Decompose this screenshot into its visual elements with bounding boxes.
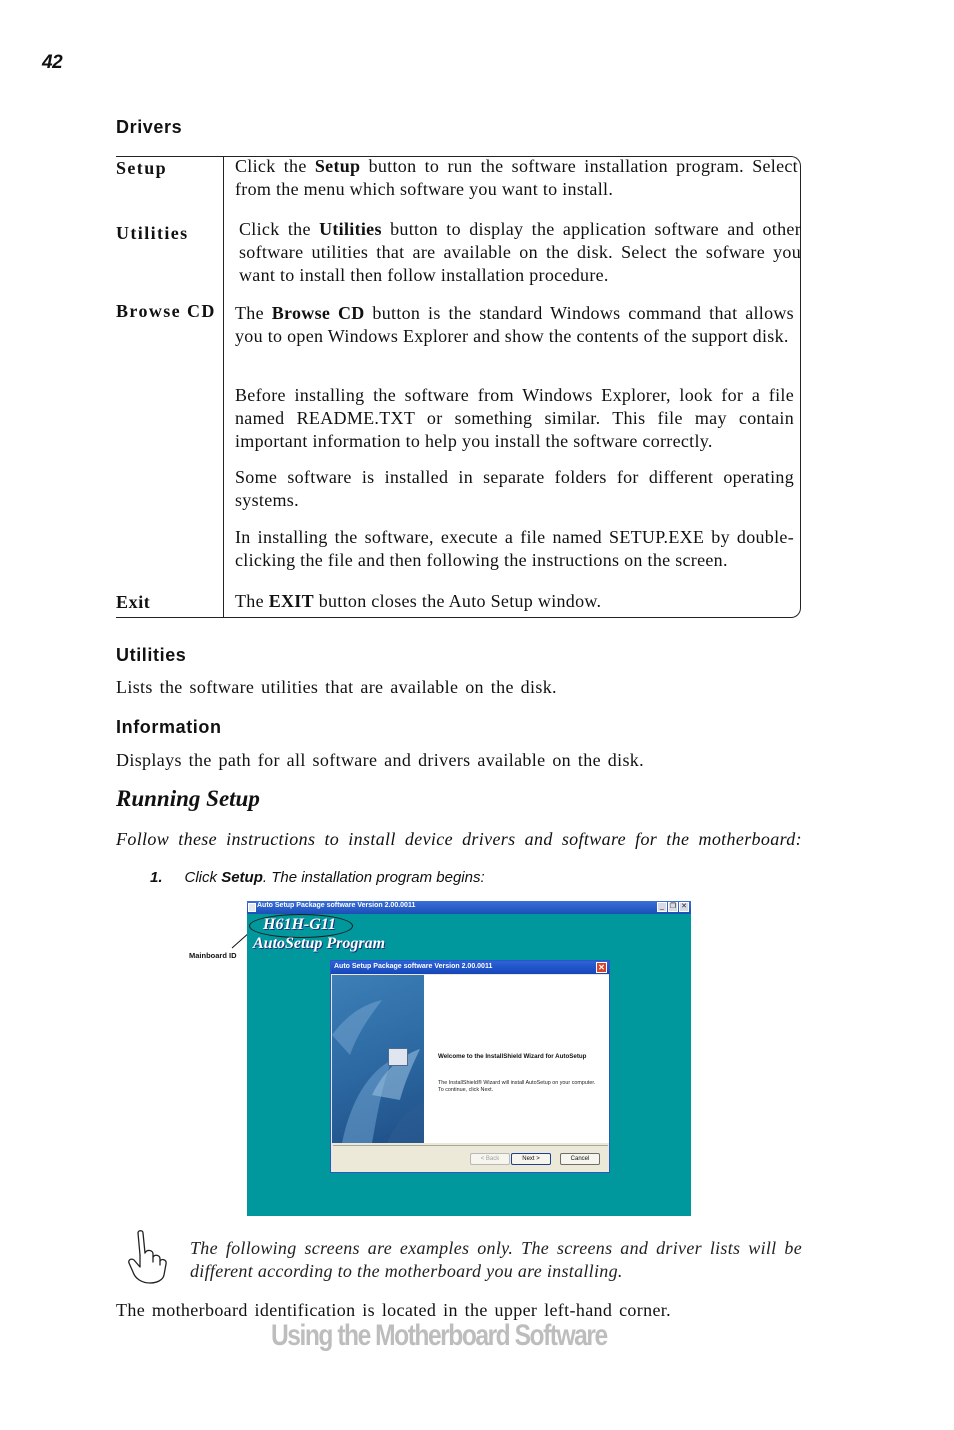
note-text: The following screens are examples only. The screens and driver lists will be different according to the motherboard you are installing.	[190, 1238, 802, 1281]
close-icon[interactable]: ✕	[679, 902, 689, 912]
dialog-close-icon[interactable]: ✕	[596, 962, 607, 973]
term-browse-cd: Browse CD	[116, 301, 216, 321]
information-text: Displays the path for all software and drivers available on the disk.	[116, 750, 645, 770]
mainboard-id-label: Mainboard ID	[189, 951, 237, 960]
utilities-heading: Utilities	[116, 645, 187, 665]
desc-setup-exe: In installing the software, execute a file named SETUP.EXE by double-clicking the file and then following the instructions on the screen.	[235, 527, 794, 570]
installshield-dialog	[330, 960, 610, 1173]
cancel-button[interactable]: Cancel	[560, 1153, 600, 1165]
running-setup-heading: Running Setup	[116, 786, 260, 811]
drivers-table-divider	[223, 156, 224, 618]
dialog-title: Auto Setup Package software Version 2.00.0011	[334, 963, 493, 970]
dialog-separator	[333, 1145, 608, 1146]
app-icon	[248, 903, 256, 912]
term-utilities: Utilities	[116, 223, 189, 243]
back-button[interactable]: < Back	[470, 1153, 510, 1165]
installer-icon	[388, 1048, 408, 1066]
wizard-side-graphic	[332, 975, 424, 1143]
desc-utilities: Click the Utilities button to display the application software and other software utilities that are available on the disk. Select the sofware you want to install then follow installation procedure.	[239, 219, 801, 285]
desc-setup: Click the Setup button to run the software installation program. Select from the menu which software you want to install.	[235, 156, 798, 199]
running-setup-intro: Follow these instructions to install device drivers and software for the motherboard:	[116, 829, 802, 849]
desc-browse-cd: The Browse CD button is the standard Windows command that allows you to open Windows Explorer and show the contents of the support disk.	[235, 303, 794, 346]
drivers-heading: Drivers	[116, 117, 183, 137]
next-button[interactable]: Next >	[511, 1153, 551, 1165]
term-exit: Exit	[116, 592, 151, 612]
desc-readme: Before installing the software from Windows Explorer, look for a file named README.TXT or something similar. This file may contain important information to help you install the software correctly.	[235, 385, 794, 451]
mainboard-id: H61H-G11	[263, 916, 336, 933]
footer-text: The motherboard identification is located in the upper left-hand corner.	[116, 1300, 672, 1320]
dialog-welcome-text: Welcome to the InstallShield Wizard for AutoSetup	[438, 1053, 587, 1060]
window-controls	[657, 902, 689, 912]
footer-banner: Using the Motherboard Software	[271, 1319, 607, 1352]
page-number: 42	[42, 52, 63, 73]
desc-folders: Some software is installed in separate folders for different operating systems.	[235, 467, 794, 510]
term-setup: Setup	[116, 158, 168, 178]
desc-exit: The EXIT button closes the Auto Setup window.	[235, 591, 602, 611]
step-1: 1. Click Setup. The installation program begins:	[150, 869, 485, 886]
pointing-hand-icon	[126, 1229, 170, 1285]
restore-icon[interactable]: ❐	[669, 903, 677, 910]
dialog-message-text: The InstallShield® Wizard will install AutoSetup on your computer. To continue, click Next.	[438, 1080, 596, 1093]
information-heading: Information	[116, 717, 222, 737]
setup-screenshot	[247, 901, 691, 1216]
program-title: AutoSetup Program	[253, 935, 386, 952]
screenshot-window-title: Auto Setup Package software Version 2.00.0011	[257, 902, 416, 909]
minimize-icon[interactable]: _	[657, 902, 667, 912]
utilities-text: Lists the software utilities that are available on the disk.	[116, 677, 557, 697]
wizard-sail-graphic	[332, 975, 424, 1143]
